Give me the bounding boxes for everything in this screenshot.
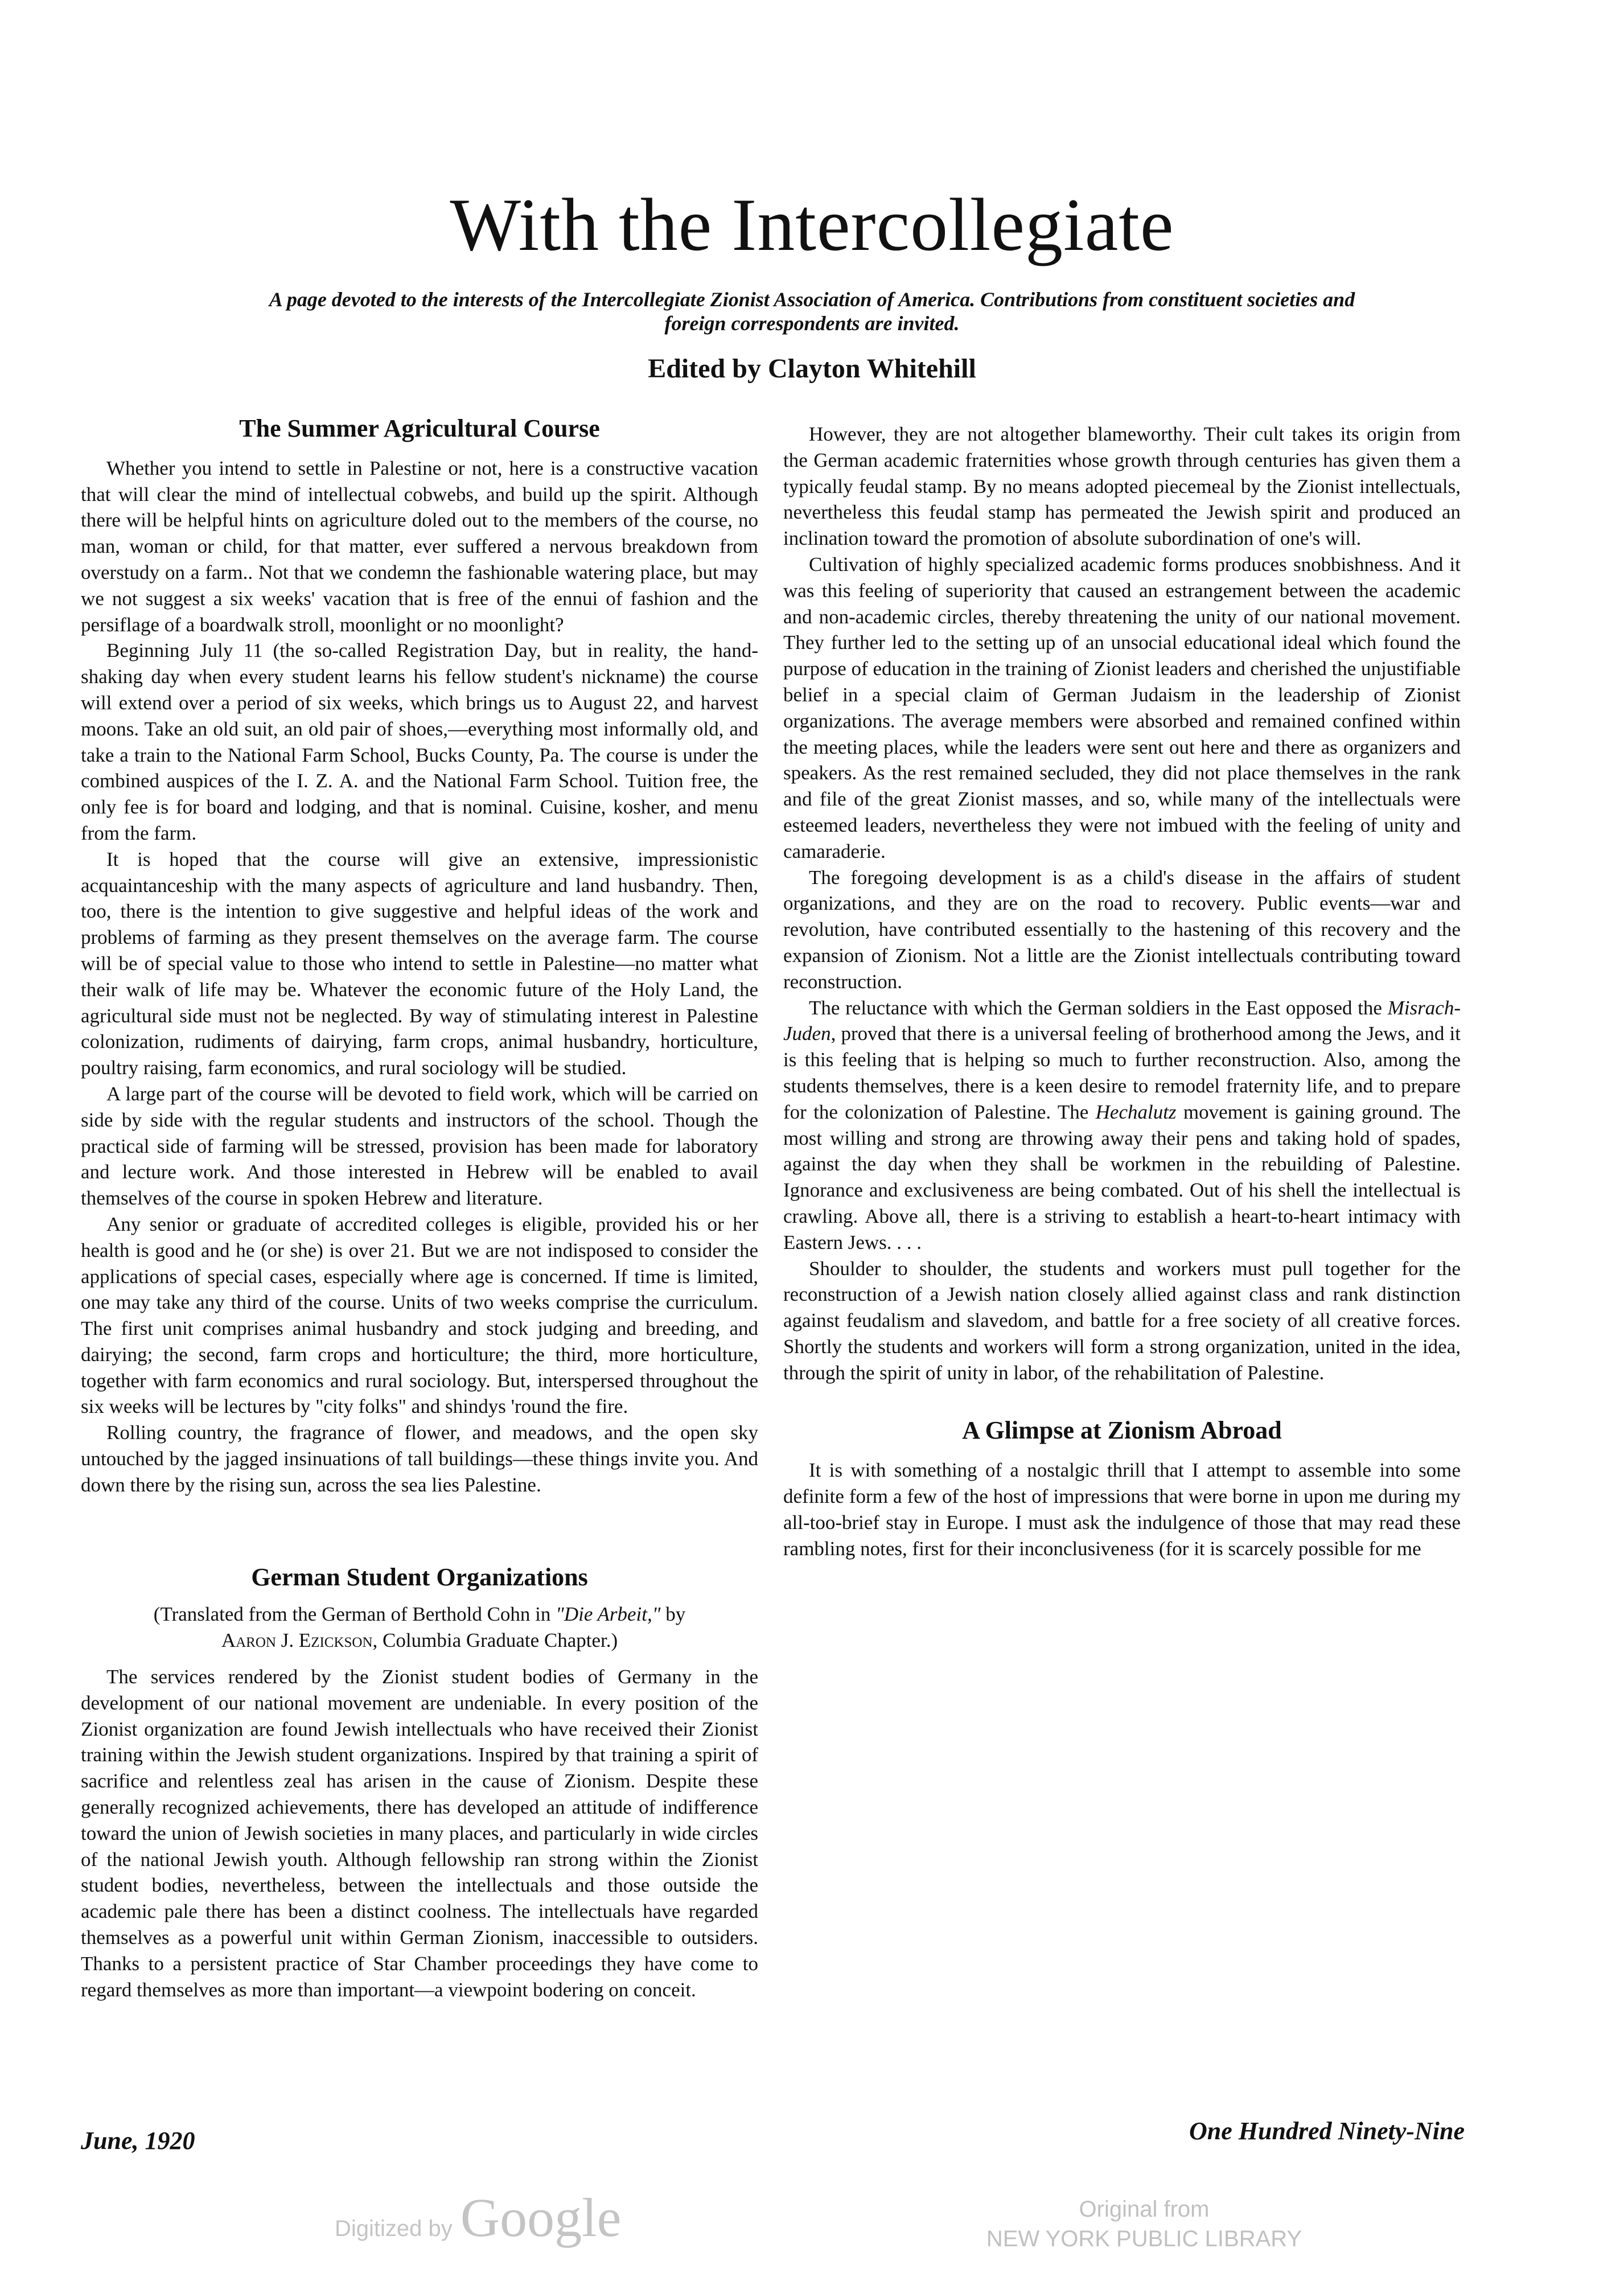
- digitized-by-text: Digitized by: [335, 2216, 453, 2241]
- paragraph: Beginning July 11 (the so-called Registration Day, but in reality, the hand-shaking day when every student learns his fellow student's nickname) the course will extend over a period of six weeks, which brings us to August 22, and harvest moons. Take an old suit, an old pair of shoes,—everything most informally old, and take a train to the National Farm School, Bucks County, Pa. The course is under the combined auspices of the I. Z. A. and the National Farm School. Tuition free, the only fee is for board and lodging, and that is nominal. Cuisine, kosher, and menu from the farm.: [81, 639, 758, 844]
- paragraph: However, they are not altogether blameworthy. Their cult takes its origin from the German academic fraternities whose growth through centuries has given them a typically feudal stamp. By no means adopted piecemeal by the Zionist intellectuals, nevertheless this feudal stamp has permeated the Jewish spirit and produced an inclination toward the promotion of absolute subordination of one's will.: [783, 423, 1461, 550]
- emphasis-hechalutz: Hechalutz: [1095, 1100, 1177, 1123]
- text-run: The reluctance with which the German soldiers in the East opposed the: [809, 996, 1388, 1019]
- paragraph: Any senior or graduate of accredited colleges is eligible, provided his or her health is good and he (or she) is over 21. But we are not indisposed to consider the applications of special cases, especially where age is concerned. If time is limited, one may take any third of the course. Units of two weeks comprise the curriculum. The first unit comprises animal husbandry and stock judging and breeding, and dairying; the second, farm crops and horticulture; the third, more horticulture, together with farm economics and rural sociology. But, interspersed throughout the six weeks will be lectures by "city folks" and shindys 'round the fire.: [81, 1213, 758, 1418]
- paragraph: The services rendered by the Zionist student bodies of Germany in the development of our national movement are undeniable. In every position of the Zionist organization are found Jewish intellectuals who have received their Zionist training within the Jewish student organizations. Inspired by that training a spirit of sacrifice and relentless zeal has arisen in the cause of Zionism. Despite these generally recognized achievements, there has developed an attitude of indifference toward the union of Jewish societies in many places, and particularly in wide circles of the national Jewish youth. Although fellowship ran strong within the Zionist student bodies, nevertheless, between the intellectuals and those outside the academic pale there has been a distinct coolness. The intellectuals have regarded themselves as a powerful unit within German Zionism, inaccessible to outsiders. Thanks to a persistent practice of Star Chamber proceedings they have come to regard themselves as more than important—a viewpoint bodering on conceit.: [81, 1666, 758, 2001]
- footer-date: June, 1920: [81, 2127, 195, 2155]
- text-run: , proved that there is a universal feeling of brotherhood among the Jews, and it is this feeling that is helping so much to further reconstruction. Also, among the students themselves, there is a keen desire to remodel fraternity life, and to prepare for the colonization of Palestine. The: [783, 1022, 1461, 1123]
- text-run: movement is gaining ground. The most willing and strong are throwing away their pens and taking hold of spades, against the day when they shall be workmen in the rebuilding of Palestine. Ignorance and exclusiveness are being combated. Out of his shell the intellectual is crawling. Above all, there is a striving to establish a heart-to-heart intimacy with Eastern Jews. . . .: [783, 1100, 1461, 1253]
- paragraph: It is with something of a nostalgic thrill that I attempt to assemble into some definite form a few of the host of impressions that were borne in upon me during my all-too-brief stay in Europe. I must ask the indulgence of those that may read these rambling notes, first for their inconclusiveness (for it is scarcely possible for me: [783, 1459, 1461, 1560]
- paragraph: Rolling country, the fragrance of flower, and meadows, and the open sky untouched by the jagged insinuations of tall buildings—these things invite you. And down there by the rising sun, across the sea lies Palestine.: [81, 1421, 758, 1496]
- left-column: [81, 416, 758, 2003]
- subtitle-line-1: A page devoted to the interests of the Intercollegiate Zionist Association of America. Contributions from constituent societies and: [269, 288, 1355, 311]
- translator-name: Aaron J. Ezickson: [221, 1629, 373, 1652]
- translation-by: by: [660, 1603, 686, 1626]
- paragraph: Whether you intend to settle in Palestine or not, here is a constructive vacation that will clear the mind of intellectual cobwebs, and build up the spirit. Although there will be helpful hints on agriculture doled out to the members of the course, no man, woman or child, for that matter, ever suffered a nervous breakdown from overstudy on a farm.. Not that we condemn the fashionable watering place, but may we not suggest a six weeks' vacation that is free of the ennui of fashion and the persiflage of a boardwalk stroll, moonlight or no moonlight?: [81, 457, 758, 636]
- translation-credit: [81, 1601, 758, 1654]
- original-from-text: Original from: [1079, 2197, 1210, 2222]
- original-from-watermark: [968, 2194, 1321, 2254]
- google-logo: Google: [460, 2187, 622, 2248]
- editor-credit: Edited by Clayton Whitehill: [648, 354, 976, 384]
- article-heading-german-student-organizations: German Student Organizations: [251, 1563, 588, 1591]
- translation-prefix: (Translated from the German of Berthold Cohn in: [153, 1603, 556, 1626]
- paragraph: It is hoped that the course will give an extensive, impressionistic acquaintanceship with the many aspects of agriculture and land husbandry. Then, too, there is the intention to give suggestive and helpful ideas of the work and problems of farming as they present themselves on the average farm. The course will be of special value to those who intend to settle in Palestine—no matter what their walk of life may be. Whatever the economic future of the Holy Land, the agricultural side must not be neglected. By way of stimulating interest in Palestine colonization, rudiments of dairying, farm crops, animal husbandry, horticulture, poultry raising, farm economics, and rural sociology will be studied.: [81, 848, 758, 1079]
- paragraph: [783, 995, 1461, 1256]
- page-title: With the Intercollegiate: [450, 183, 1174, 266]
- paragraph: Cultivation of highly specialized academic forms produces snobbishness. And it was this feeling of superiority that caused an estrangement between the academic and non-academic circles, thereby threatening the unity of our national movement. They further led to the setting up of an unsocial educational ideal which found the purpose of education in the training of Zionist leaders and cherished the unjustifiable belief in a special claim of German Judaism in the leadership of Zionist organizations. The average members were absorbed and remained confined within the meeting places, while the leaders were sent out here and there as organizers and speakers. As the rest remained secluded, they did not place themselves in the rank and file of the great Zionist masses, and so, while many of the intellectuals were esteemed leaders, nevertheless they were not imbued with the feeling of unity and camaraderie.: [783, 553, 1461, 862]
- library-name: NEW YORK PUBLIC LIBRARY: [986, 2226, 1302, 2251]
- article-heading-glimpse-zionism-abroad: A Glimpse at Zionism Abroad: [962, 1416, 1282, 1445]
- footer-page-number: One Hundred Ninety-Nine: [1189, 2117, 1465, 2145]
- subtitle-line-2: foreign correspondents are invited.: [664, 312, 960, 335]
- article-heading-summer-course: The Summer Agricultural Course: [239, 414, 600, 442]
- translation-source: "Die Arbeit,": [556, 1603, 661, 1626]
- emphasis-misrach-juden: Misrach-Juden: [783, 996, 1461, 1045]
- digitized-by-watermark: [335, 2186, 621, 2249]
- paragraph: The foregoing development is as a child's disease in the affairs of student organizations, and they are on the road to recovery. Public events—war and revolution, have contributed essentially to the hastening of this recovery and the expansion of Zionism. Not a little are the Zionist intellectuals contributing toward reconstruction.: [783, 866, 1461, 993]
- paragraph: A large part of the course will be devoted to field work, which will be carried on side by side with the regular students and instructors of the school. Though the practical side of farming will be stressed, provision has been made for laboratory and lecture work. And those interested in Hebrew will be enabled to avail themselves of the course in spoken Hebrew and literature.: [81, 1082, 758, 1210]
- paragraph: Shoulder to shoulder, the students and workers must pull together for the reconstruction of a Jewish nation closely allied against class and rank distinction against feudalism and slavedom, and battle for a free society of all creative forces. Shortly the students and workers will form a strong organization, united in the idea, through the spirit of unity in labor, of the rehabilitation of Palestine.: [783, 1257, 1461, 1384]
- right-column: [783, 421, 1461, 1561]
- page-subtitle: [114, 287, 1510, 335]
- translation-suffix: , Columbia Graduate Chapter.): [372, 1629, 618, 1652]
